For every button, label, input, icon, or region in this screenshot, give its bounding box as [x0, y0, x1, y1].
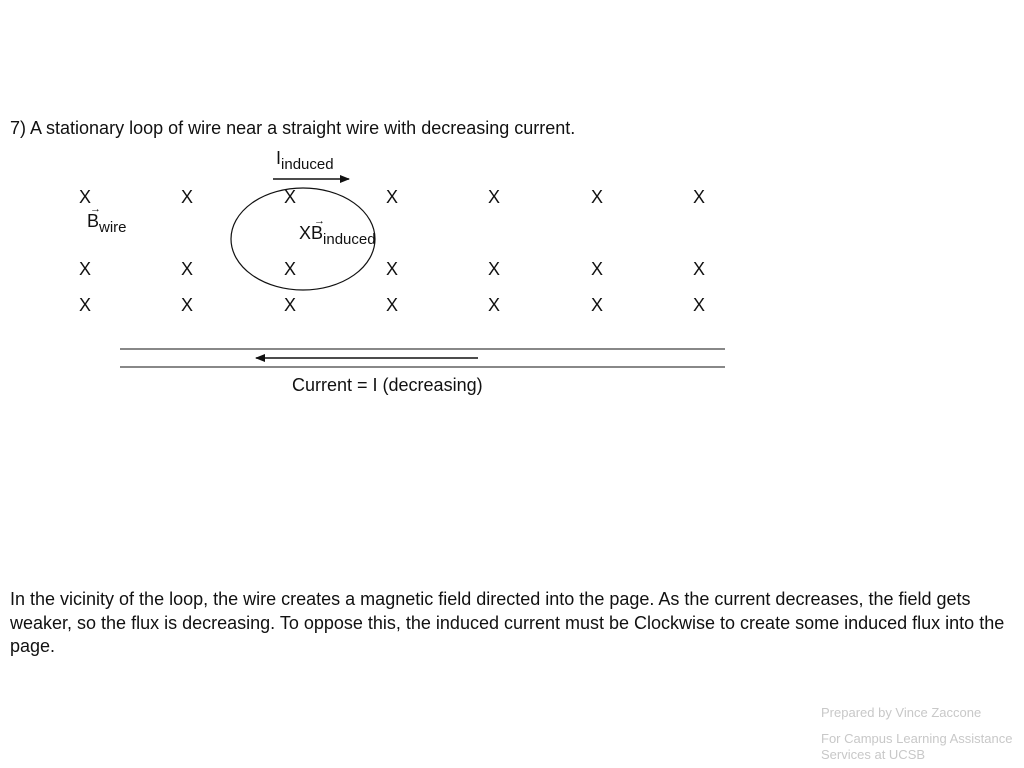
field-x-mark: X [284, 295, 297, 315]
field-x-mark: X [488, 259, 501, 279]
field-x-mark: X [591, 295, 604, 315]
field-x-mark: X [591, 187, 604, 207]
b-induced-main: B [311, 223, 324, 243]
i-induced-label [276, 149, 334, 172]
explanation-text: In the vicinity of the loop, the wire creates a magnetic field directed into the page. As the current decreases, the field gets weaker, so the flux is decreasing. To oppose this, the induced current must be Clockwise to create some induced flux into the page. [10, 589, 1005, 656]
b-wire-main: B [87, 211, 100, 231]
question-text: 7) A stationary loop of wire near a straight wire with decreasing current. [10, 118, 576, 138]
field-x-mark: X [386, 295, 399, 315]
i-induced-sub: induced [281, 156, 334, 173]
field-x-mark: X [181, 295, 194, 315]
field-x-mark: X [591, 259, 604, 279]
current-label: Current = I (decreasing) [292, 375, 483, 395]
b-wire-sub: wire [99, 219, 127, 236]
field-x-mark: X [693, 295, 706, 315]
footer-for-line: For Campus Learning Assistance Services at UCSB [821, 731, 1013, 762]
field-x-mark: X [488, 187, 501, 207]
footer-prepared-by: Prepared by Vince Zaccone [821, 705, 982, 720]
b-induced-label [299, 215, 376, 248]
vector-arrow-icon: → [314, 215, 326, 227]
field-x-mark: X [79, 259, 92, 279]
field-x-mark: X [181, 259, 194, 279]
b-induced-sub: induced [323, 231, 376, 248]
i-induced-main: I [276, 148, 282, 168]
field-x-mark: X [79, 187, 92, 207]
field-x-mark: X [386, 187, 399, 207]
field-x-mark: X [693, 259, 706, 279]
field-x-mark: X [284, 187, 297, 207]
vector-arrow-icon: → [90, 203, 101, 215]
field-x-mark: X [79, 295, 92, 315]
field-x-mark: X [693, 187, 706, 207]
loop-x-mark: X [299, 223, 312, 243]
field-x-mark: X [488, 295, 501, 315]
b-wire-label [87, 203, 127, 236]
field-x-mark: X [284, 259, 297, 279]
field-x-mark: X [181, 187, 194, 207]
field-x-mark: X [386, 259, 399, 279]
